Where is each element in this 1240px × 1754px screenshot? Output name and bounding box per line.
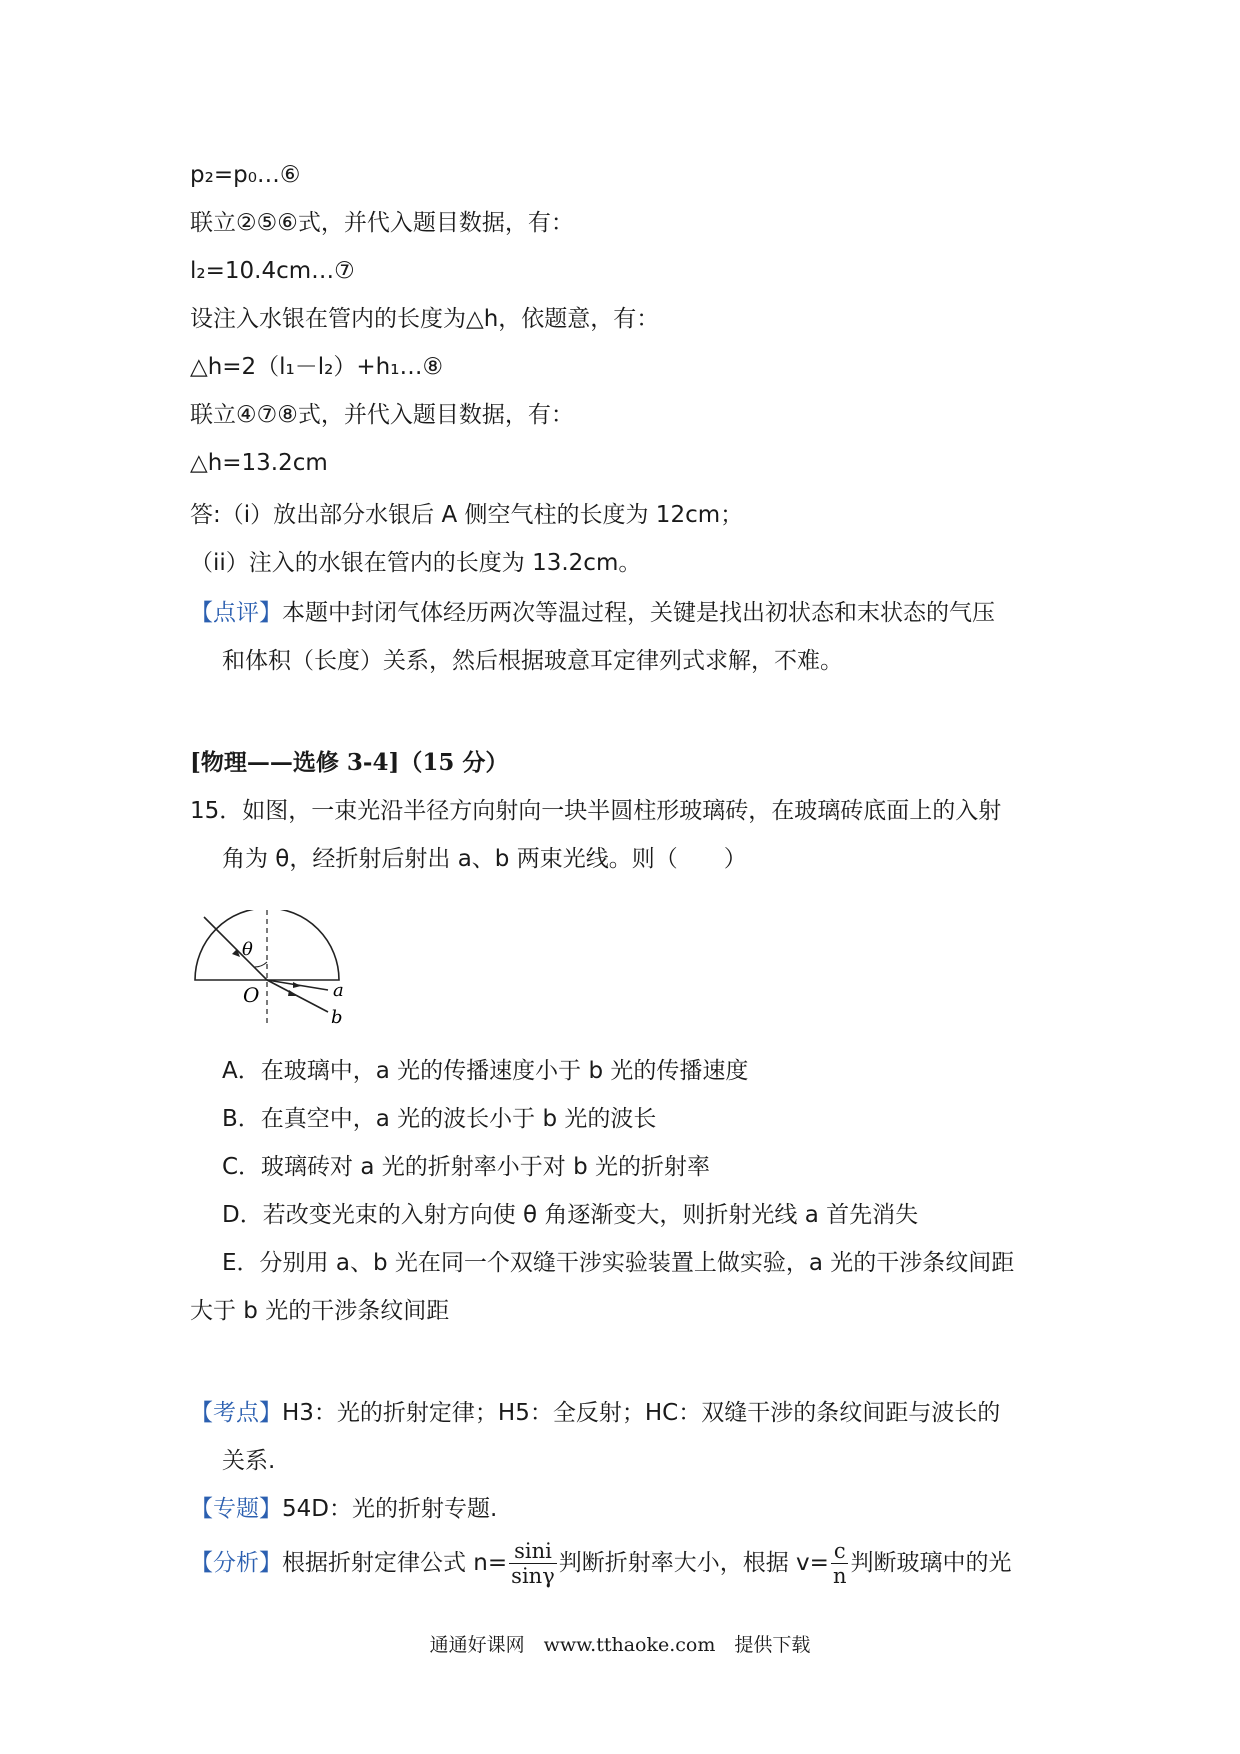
answer-line-1: 答:（i）放出部分水银后 A 侧空气柱的长度为 12cm； xyxy=(190,502,744,528)
speed-fraction xyxy=(831,1539,849,1588)
option-e: E．分别用 a、b 光在同一个双缝干涉实验装置上做实验，a 光的干涉条纹间距 xyxy=(222,1250,1015,1276)
text-line: 联立④⑦⑧式，并代入题目数据，有： xyxy=(190,402,574,428)
section-title: [物理——选修 3-4]（15 分） xyxy=(190,749,509,776)
review-line-2: 和体积（长度）关系，然后根据玻意耳定律列式求解，不难。 xyxy=(222,648,843,674)
semicircle-glass-figure xyxy=(190,910,370,1035)
equation-result: △h=13.2cm xyxy=(190,450,328,476)
kaodian-tag: 【考点】 xyxy=(190,1400,282,1426)
equation-delta-h: △h=2（l₁－l₂）+h₁…⑧ xyxy=(190,354,444,380)
review-text: 本题中封闭气体经历两次等温过程，关键是找出初状态和末状态的气压 xyxy=(282,600,995,626)
option-d: D．若改变光束的入射方向使 θ 角逐渐变大，则折射光线 a 首先消失 xyxy=(222,1202,919,1228)
equation-l2: l₂=10.4cm…⑦ xyxy=(190,258,355,284)
fraction-numerator: sini xyxy=(509,1539,557,1564)
zhuanti-text: 54D：光的折射专题. xyxy=(282,1496,498,1522)
snell-fraction xyxy=(509,1539,557,1588)
review-line-1 xyxy=(190,598,995,628)
fenxi-text-3: 判断玻璃中的光 xyxy=(850,1550,1012,1576)
option-a: A．在玻璃中，a 光的传播速度小于 b 光的传播速度 xyxy=(222,1058,749,1084)
option-e-continued: 大于 b 光的干涉条纹间距 xyxy=(190,1298,450,1324)
fenxi-tag: 【分析】 xyxy=(190,1550,282,1576)
ray-a-label: a xyxy=(333,980,344,1001)
question-line-1: 15．如图，一束光沿半径方向射向一块半圆柱形玻璃砖，在玻璃砖底面上的入射 xyxy=(190,798,1002,824)
text-line: 设注入水银在管内的长度为△h，依题意，有： xyxy=(190,306,660,332)
page-footer: 通通好课网 www.tthaoke.com 提供下载 xyxy=(429,1634,811,1656)
question-line-2: 角为 θ，经折射后射出 a、b 两束光线。则（ ） xyxy=(222,846,747,872)
option-b: B．在真空中，a 光的波长小于 b 光的波长 xyxy=(222,1106,657,1132)
theta-label: θ xyxy=(242,939,253,960)
review-tag: 【点评】 xyxy=(190,600,282,626)
equation-p2: p₂=p₀…⑥ xyxy=(190,162,301,188)
fenxi-text-2: 判断折射率大小，根据 v= xyxy=(558,1550,829,1576)
fraction-denominator: n xyxy=(832,1564,847,1588)
fraction-denominator: sinγ xyxy=(511,1564,555,1588)
kaodian-line-2: 关系. xyxy=(222,1448,276,1474)
answer-line-2: （ii）注入的水银在管内的长度为 13.2cm。 xyxy=(190,550,642,576)
origin-label: O xyxy=(243,983,260,1007)
ray-b-label: b xyxy=(331,1007,343,1028)
option-c: C．玻璃砖对 a 光的折射率小于对 b 光的折射率 xyxy=(222,1154,710,1180)
fraction-numerator: c xyxy=(831,1539,849,1564)
zhuanti-line xyxy=(190,1494,497,1524)
kaodian-line-1 xyxy=(190,1398,1000,1428)
fenxi-line xyxy=(190,1535,1011,1591)
zhuanti-tag: 【专题】 xyxy=(190,1496,282,1522)
text-line: 联立②⑤⑥式，并代入题目数据，有： xyxy=(190,210,574,236)
fenxi-text-1: 根据折射定律公式 n= xyxy=(282,1550,508,1576)
kaodian-text: H3：光的折射定律；H5：全反射；HC：双缝干涉的条纹间距与波长的 xyxy=(282,1400,1001,1426)
